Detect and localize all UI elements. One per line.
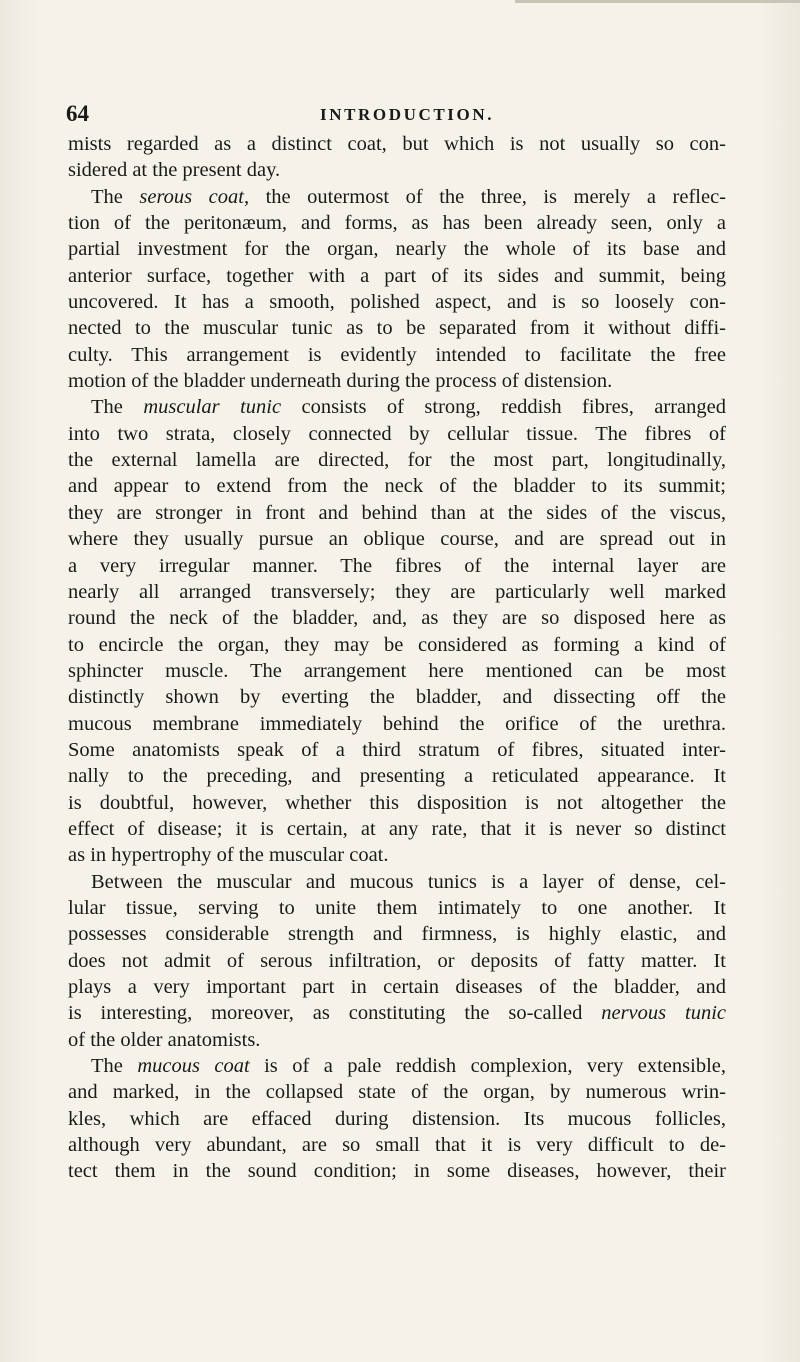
text-run: , the outermost of the three, is merely a reflec- [243,185,726,208]
text-line: mucous membrane immediately behind the orifice of the urethra. [68,712,726,735]
body-text [68,131,726,1185]
text-line: does not admit of serous infiltration, or deposits of fatty matter. It [68,949,726,972]
text-line: distinctly shown by everting the bladder, and dissecting off the [68,686,726,709]
text-line: round the neck of the bladder, and, as they are so disposed here as [68,607,726,630]
page-header [66,101,730,131]
text-line [68,1000,726,1026]
text-line: the external lamella are directed, for the most part, longitudinally, [68,449,726,472]
text-line: and appear to extend from the neck of the bladder to its summit; [68,475,726,498]
text-line: into two strata, closely connected by cellular tissue. The fibres of [68,422,726,445]
text-line: tion of the peritonæum, and forms, as has been already seen, only a [68,212,726,235]
text-line: sidered at the present day. [68,159,281,182]
italic-term: mucous coat [137,1055,250,1078]
scan-edge-rule [515,0,800,3]
text-line: tect them in the sound condition; in some diseases, however, their [68,1160,726,1183]
text-line: motion of the bladder underneath during the process of distension. [68,370,613,393]
text-line [68,1053,726,1079]
page-number: 64 [66,101,89,126]
text-line: a very irregular manner. The fibres of the internal layer are [68,554,726,577]
text-line: as in hypertrophy of the muscular coat. [68,844,389,867]
text-line: mists regarded as a distinct coat, but which is not usually so con- [68,133,726,155]
text-line: although very abundant, are so small that it is very difficult to de- [68,1134,726,1157]
text-line: where they usually pursue an oblique course, and are spread out in [68,528,726,551]
text-line: effect of disease; it is certain, at any rate, that it is never so distinct [68,817,726,840]
text-line: kles, which are effaced during distension. Its mucous follicles, [68,1107,726,1130]
text-run: The [91,396,144,419]
text-line: lular tissue, serving to unite them intimately to one another. It [68,896,726,919]
text-line: nected to the muscular tunic as to be separated from it without diffi- [68,317,726,340]
text-line: possesses considerable strength and firmness, is highly elastic, and [68,923,726,946]
text-line: nally to the preceding, and presenting a reticulated appearance. It [68,765,726,788]
text-run: The [91,185,140,208]
italic-term: muscular tunic [143,396,282,419]
text-run: is of a pale reddish complexion, very extensible, [249,1055,726,1078]
text-run: The [91,1055,138,1078]
italic-term: serous coat [139,185,244,208]
text-line: partial investment for the organ, nearly the whole of its base and [68,238,726,261]
italic-term: nervous tunic [601,1002,726,1025]
text-line: sphincter muscle. The arrangement here mentioned can be most [68,659,726,682]
text-line: culty. This arrangement is evidently intended to facilitate the free [68,343,726,366]
text-line: to encircle the organ, they may be considered as forming a kind of [68,633,726,656]
text-line: is doubtful, however, whether this disposition is not altogether the [68,791,726,814]
text-line: and marked, in the collapsed state of the organ, by numerous wrin- [68,1081,726,1104]
text-run: is interesting, moreover, as constituting the so-called [68,1002,602,1025]
running-head: INTRODUCTION. [320,105,495,124]
text-line: Between the muscular and mucous tunics is a layer of dense, cel- [91,870,726,893]
text-line: they are stronger in front and behind than at the sides of the viscus, [68,501,726,524]
text-line: anterior surface, together with a part of its sides and summit, being [68,264,726,287]
text-line [68,394,726,420]
text-line: uncovered. It has a smooth, polished aspect, and is so loosely con- [68,291,726,314]
text-line [68,184,726,210]
text-line: of the older anatomists. [68,1028,261,1051]
text-line: plays a very important part in certain diseases of the bladder, and [68,976,726,998]
text-line: Some anatomists speak of a third stratum of fibres, situated inter- [68,738,726,761]
text-run: consists of strong, reddish fibres, arranged [281,396,726,419]
text-line: nearly all arranged transversely; they are particularly well marked [68,580,726,603]
